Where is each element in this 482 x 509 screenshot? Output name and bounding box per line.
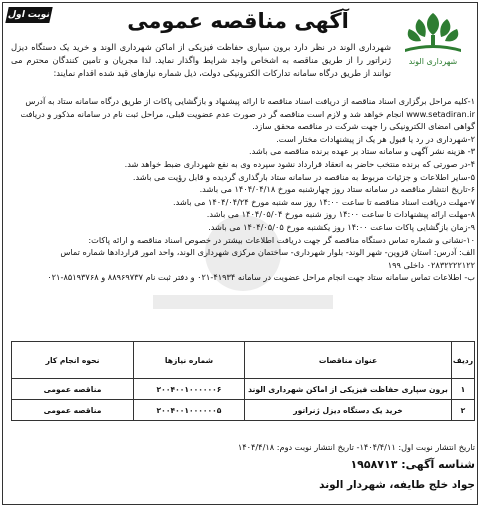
header-method: نحوه انجام کار bbox=[12, 342, 134, 379]
cell-row-number: ۲ bbox=[452, 400, 475, 421]
header-row-number: ردیف bbox=[452, 342, 475, 379]
cell-number: ۲۰۰۴۰۰۱۰۰۰۰۰۰۶ bbox=[134, 379, 245, 400]
clause-item: ۴-در صورتی که برنده منتخب حاضر به انعقاد قرارداد نشود سپرده وی به نفع شهرداری ضبط خواهد شد. bbox=[124, 158, 475, 169]
clause-item: ۳- هزینه نشر آگهی و سامانه ستاد بر عهده برنده مناقصه می باشد. bbox=[249, 146, 475, 157]
clause-item: الف: آدرس: استان قزوین- شهر الوند- بلوار شهرداری- ساختمان مرکزی شهرداری الوند، واحد امور قراردادها شماره تماس ۰۲۸۳۲۲۲۲۱۲۲ داخلی ۱۹۹ bbox=[60, 247, 475, 270]
publication-dates: تاریخ انتشار نوبت اول: ۱۴۰۴/۴/۱۱- تاریخ انتشار نوبت دوم: ۱۴۰۴/۴/۱۸ bbox=[237, 442, 475, 452]
notice-footer bbox=[11, 441, 475, 492]
notice-title: آگهی مناقصه عمومی bbox=[127, 9, 349, 33]
clause-item: ۷-مهلت دریافت اسناد مناقصه تا ساعت ۱۴:۰۰ روز سه شنبه مورخ ۱۴۰۴/۰۴/۲۴ می باشد. bbox=[173, 196, 475, 207]
cell-title: خرید یک دستگاه دیزل ژنراتور bbox=[245, 400, 452, 421]
municipality-logo-icon bbox=[395, 9, 471, 67]
header-number: شماره نیازها bbox=[134, 342, 245, 379]
table-row bbox=[12, 400, 475, 421]
clause-item: ۲-شهرداری در رد یا قبول هر یک از پیشنهادات مختار است. bbox=[276, 133, 475, 144]
clause-item: ۶-تاریخ انتشار مناقصه در سامانه ستاد روز چهارشنبه مورخ ۱۴۰۴/۰۴/۱۸ می باشد. bbox=[199, 184, 475, 195]
clause-item: ب- اطلاعات تماس سامانه ستاد جهت انجام مراحل عضویت در سامانه ۴۱۹۳۴-۰۲۱ و دفتر ثبت نام ۸۸۹۶۹۷۳۷ و ۸۵۱۹۳۷۶۸-۰۲۱ bbox=[47, 272, 475, 283]
table-row bbox=[12, 379, 475, 400]
signer-name: جواد خلج طایفه، شهردار الوند bbox=[319, 479, 475, 491]
edition-badge: نوبت اول bbox=[5, 7, 52, 23]
clause-item: ۸-مهلت ارائه پیشنهادات تا ساعت ۱۴:۰۰ روز شنبه مورخ ۱۴۰۴/۰۵/۰۴ می باشد. bbox=[206, 209, 475, 220]
cell-row-number: ۱ bbox=[452, 379, 475, 400]
cell-method: مناقصه عمومی bbox=[12, 400, 134, 421]
clause-item: ۵-سایر اطلاعات و جزئیات مربوط به مناقصه در سامانه ستاد بارگذاری گردیده و قابل رؤیت می باشد. bbox=[132, 171, 475, 182]
cell-title: برون سپاری حفاظت فیزیکی از اماکن شهرداری الوند bbox=[245, 379, 452, 400]
logo-caption: شهرداری الوند bbox=[408, 57, 458, 66]
clause-item: ۹-زمان بازگشایی پاکات ساعت ۱۴:۰۰ روز یکشنبه مورخ ۱۴۰۴/۰۵/۰۵ می باشد. bbox=[208, 221, 475, 232]
cell-number: ۲۰۰۴۰۰۱۰۰۰۰۰۰۵ bbox=[134, 400, 245, 421]
clause-item: ۱-کلیه مراحل برگزاری اسناد مناقصه از دریافت اسناد مناقصه تا ارائه پیشنهاد و بازگشایی پاکات از طریق درگاه سامانه ستاد به آدرس www.setadiran.ir انجام خواهد شد و لازم است مناقصه گر در صورت عدم عضویت قبلی، مراحل ثبت نام در سامانه مذکور و دریافت گواهی امضای الکترونیکی را جهت شرکت در مناقصه محقق سازد. bbox=[20, 96, 475, 132]
clauses-list bbox=[11, 95, 475, 284]
notice-frame bbox=[2, 2, 478, 505]
tenders-table bbox=[11, 341, 475, 421]
clause-item: ۱۰-نشانی و شماره تماس دستگاه مناقصه گر جهت دریافت اطلاعات بیشتر در خصوص اسناد مناقصه و ارائه پاکات: bbox=[88, 234, 475, 245]
cell-method: مناقصه عمومی bbox=[12, 379, 134, 400]
header-title: عنوان مناقصات bbox=[245, 342, 452, 379]
intro-paragraph: شهرداری الوند در نظر دارد برون سپاری حفاظت فیزیکی از اماکن شهرداری الوند و خرید یک دستگاه دیزل ژنراتور را از طریق مناقصه به اشخاص واجد شرایط واگذار نماید. لذا مجریان و تامین کنندگان محترم می توانند از طریق درگاه سامانه تدارکات الکترونیکی دولت، ذیل شماره نیازهای قید شده اقدام نمایند: bbox=[11, 42, 391, 78]
notice-code: شناسه آگهی: ۱۹۵۸۷۱۳ bbox=[350, 458, 475, 471]
table-header-row bbox=[12, 342, 475, 379]
